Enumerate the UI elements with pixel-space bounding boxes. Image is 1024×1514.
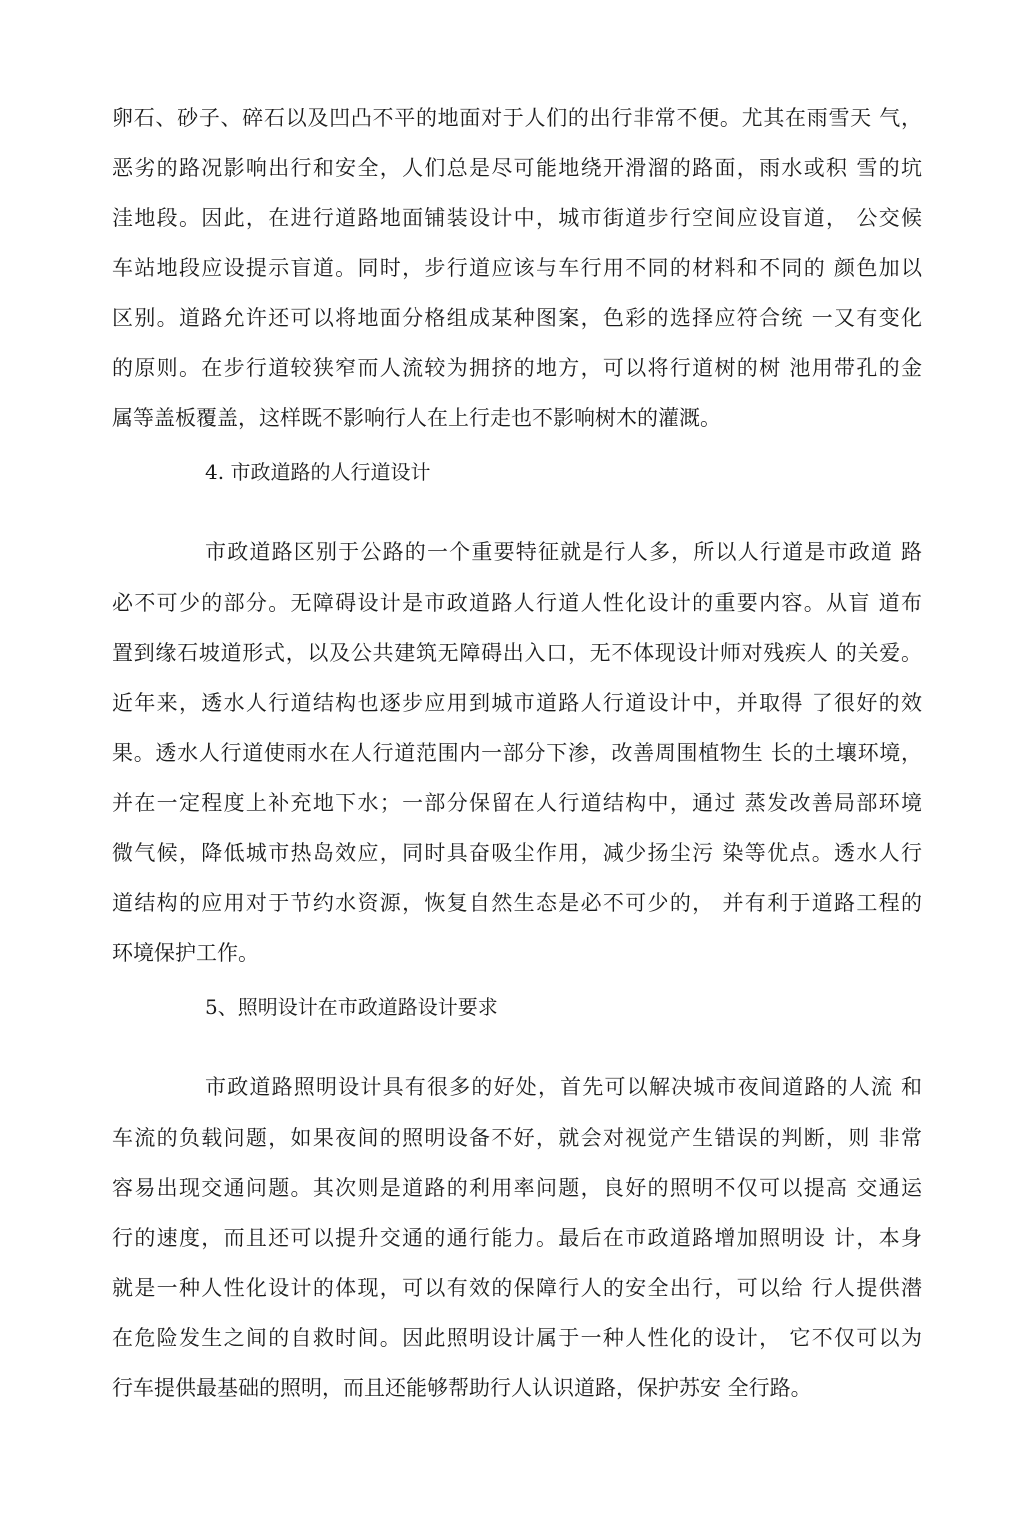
paragraph-line: 区别。道路允许还可以将地面分格组成某种图案，色彩的选择应符合统 一又有变化 [112, 306, 922, 330]
paragraph-line: 微气候，降低城市热岛效应，同时具奋吸尘作用，减少扬尘污 染等优点。透水人行 [112, 841, 922, 865]
paragraph-line: 车站地段应设提示盲道。同时，步行道应该与车行用不同的材料和不同的 颜色加以 [112, 256, 922, 280]
paragraph-line: 卵石、砂子、碎石以及凹凸不平的地面对于人们的出行非常不便。尤其在雨雪天 气， [112, 106, 922, 130]
section-heading-4: 4. 市政道路的人行道设计 [205, 460, 431, 484]
paragraph-line: 置到缘石坡道形式，以及公共建筑无障碍出入口，无不体现设计师对残疾人 的关爱。 [112, 641, 922, 665]
paragraph-line: 行的速度，而且还可以提升交通的通行能力。最后在市政道路增加照明设 计，本身 [112, 1226, 922, 1250]
paragraph-line: 并在一定程度上补充地下水；一部分保留在人行道结构中，通过 蒸发改善局部环境 [112, 791, 922, 815]
paragraph-line: 属等盖板覆盖，这样既不影响行人在上行走也不影响树木的灌溉。 [112, 406, 721, 430]
paragraph-line: 行车提供最基础的照明，而且还能够帮助行人认识道路，保护苏安 全行路。 [112, 1376, 812, 1400]
paragraph-line: 市政道路照明设计具有很多的好处，首先可以解决城市夜间道路的人流 和 [205, 1075, 922, 1099]
paragraph-line: 洼地段。因此，在进行道路地面铺装设计中，城市街道步行空间应设盲道， 公交候 [112, 206, 922, 230]
section-heading-5: 5、照明设计在市政道路设计要求 [205, 995, 498, 1019]
paragraph-line: 容易出现交通问题。其次则是道路的利用率问题，良好的照明不仅可以提高 交通运 [112, 1176, 922, 1200]
paragraph-line: 必不可少的部分。无障碍设计是市政道路人行道人性化设计的重要内容。从盲 道布 [112, 591, 922, 615]
paragraph-line: 近年来，透水人行道结构也逐步应用到城市道路人行道设计中，并取得 了很好的效 [112, 691, 922, 715]
paragraph-line: 恶劣的路况影响出行和安全，人们总是尽可能地绕开滑溜的路面，雨水或积 雪的坑 [112, 156, 922, 180]
paragraph-line: 果。透水人行道使雨水在人行道范围内一部分下渗，改善周围植物生 长的土壤环境， [112, 741, 922, 765]
paragraph-line: 就是一种人性化设计的体现，可以有效的保障行人的安全出行，可以给 行人提供潜 [112, 1276, 922, 1300]
paragraph-line: 道结构的应用对于节约水资源，恢复自然生态是必不可少的， 并有利于道路工程的 [112, 891, 922, 915]
paragraph-line: 市政道路区别于公路的一个重要特征就是行人多，所以人行道是市政道 路 [205, 540, 922, 564]
paragraph-line: 环境保护工作。 [112, 941, 259, 965]
paragraph-line: 的原则。在步行道较狭窄而人流较为拥挤的地方，可以将行道树的树 池用带孔的金 [112, 356, 922, 380]
paragraph-line: 在危险发生之间的自救时间。因此照明设计属于一种人性化的设计， 它不仅可以为 [112, 1326, 922, 1350]
paragraph-line: 车流的负载问题，如果夜间的照明设备不好，就会对视觉产生错误的判断，则 非常 [112, 1126, 922, 1150]
